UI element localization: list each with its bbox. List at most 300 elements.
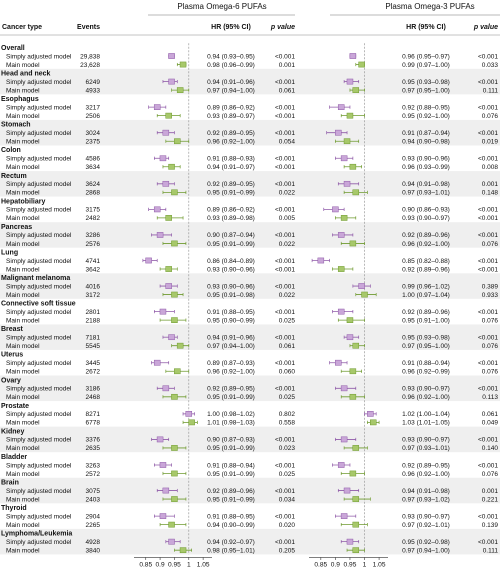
x-tick-label: 1.05 [372,561,386,569]
events-value: 2506 [85,112,100,120]
p-value-text: <0.001 [274,164,295,172]
hr-ci-text: 0.93 (0.89–0.97) [207,112,255,120]
column-header-p-value: p value [270,24,295,31]
p-value-text: 0.049 [481,419,498,427]
p-value-text: 0.061 [481,411,498,419]
events-value: 2265 [85,521,100,529]
p-value-text: 0.076 [481,470,498,478]
group-label: Lung [1,249,19,257]
p-value-text: 0.111 [482,547,498,555]
p-value-text: 0.061 [278,343,295,350]
p-value-text: 0.034 [278,496,295,504]
model-label-main: Main model [6,164,40,172]
hr-ci-text: 0.89 (0.86–0.92) [207,206,255,214]
hr-marker-main [180,62,186,67]
events-value: 3624 [85,181,100,189]
hr-ci-text: 0.95 (0.92–1.00) [402,112,450,120]
hr-ci-text: 0.94 (0.91–0.98) [402,181,450,189]
p-value-text: <0.001 [477,360,498,368]
hr-marker-main [174,139,180,144]
model-label-simple: Simply adjusted model [6,360,72,368]
hr-ci-text: 0.99 (0.97–1.00) [402,61,450,69]
hr-ci-text: 0.92 (0.89–0.95) [207,385,255,393]
model-label-main: Main model [6,215,40,223]
hr-ci-text: 0.98 (0.95–1.01) [207,547,255,555]
p-value-text: <0.001 [477,257,498,265]
p-value-text: <0.001 [274,78,295,86]
hr-marker-main [350,241,356,246]
hr-ci-text: 0.91 (0.88–0.93) [207,155,255,163]
hr-marker-simple [146,258,152,263]
hr-marker-main [169,522,175,527]
p-value-text: 0.022 [278,240,295,248]
p-value-text: <0.001 [274,181,295,189]
p-value-text: 0.019 [481,138,498,146]
model-label-simple: Simply adjusted model [6,487,72,495]
p-value-text: 0.054 [278,138,295,146]
hr-marker-main [347,318,353,323]
events-value: 2403 [85,496,100,504]
hr-ci-text: 0.89 (0.86–0.92) [207,104,255,112]
events-value: 2868 [85,189,100,197]
hr-ci-text: 0.93 (0.90–0.96) [207,266,255,274]
events-value: 4741 [85,257,100,265]
hr-ci-text: 0.97 (0.92–1.01) [402,521,450,529]
p-value-text: <0.001 [274,360,295,368]
hr-marker-main [171,445,177,450]
hr-marker-main [171,496,177,501]
hr-marker-main [341,215,347,220]
hr-marker-simple [318,258,324,263]
hr-marker-simple [347,79,353,84]
hr-marker-main [338,266,344,271]
hr-marker-main [353,496,359,501]
hr-marker-simple [157,437,163,442]
events-value: 5545 [85,343,100,350]
hr-ci-text: 0.92 (0.89–0.96) [402,308,450,316]
x-tick-label: 0.9 [155,561,165,569]
hr-ci-text: 0.93 (0.90–0.97) [402,385,450,393]
group-label: Kidney [1,428,25,436]
events-value: 4586 [85,155,100,163]
p-value-text: <0.001 [477,266,498,274]
x-tick-label: 0.95 [343,561,357,569]
p-value-text: 0.076 [481,112,498,120]
hr-ci-text: 0.95 (0.91–0.99) [207,496,255,504]
hr-marker-simple [332,207,338,212]
events-value: 4928 [85,538,100,546]
p-value-text: <0.001 [274,308,295,316]
events-value: 4933 [85,87,100,95]
hr-marker-main [353,88,359,93]
panel-title: Plasma Omega-3 PUFAs [385,2,475,11]
hr-marker-simple [154,207,160,212]
p-value-text: <0.001 [477,130,498,137]
model-label-main: Main model [6,266,40,274]
hr-marker-simple [338,232,344,237]
hr-marker-simple [166,283,172,288]
hr-ci-text: 0.95 (0.91–0.99) [207,240,255,248]
group-label: Ovary [1,377,21,385]
hr-ci-text: 0.96 (0.93–0.99) [402,164,450,172]
hr-ci-text: 0.97 (0.94–1.00) [207,343,255,350]
p-value-text: 0.076 [481,240,498,248]
p-value-text: <0.001 [477,436,498,444]
p-value-text: 0.025 [278,470,295,478]
events-value: 2572 [85,470,100,478]
hr-ci-text: 0.94 (0.92–0.97) [207,538,255,546]
x-tick-label: 1 [362,561,367,569]
model-label-main: Main model [6,394,40,402]
model-label-main: Main model [6,368,40,376]
hr-marker-simple [163,181,169,186]
hr-marker-main [353,522,359,527]
events-value: 2188 [85,317,100,325]
p-value-text: <0.001 [477,334,498,342]
p-value-text: 0.802 [278,411,295,419]
hr-ci-text: 0.94 (0.91–0.97) [207,164,255,172]
hr-ci-text: 0.97 (0.94–1.00) [207,87,255,95]
hr-marker-main [353,548,359,553]
hr-marker-main [350,471,356,476]
p-value-text: 0.001 [278,61,295,69]
hr-marker-main [362,292,368,297]
p-value-text: 0.113 [482,394,498,402]
hr-ci-text: 0.93 (0.90–0.97) [402,215,450,223]
hr-marker-main [171,241,177,246]
p-value-text: <0.001 [274,155,295,163]
hr-ci-text: 1.02 (1.00–1.04) [402,411,450,419]
group-label: Stomach [1,121,31,129]
hr-marker-simple [344,181,350,186]
model-label-main: Main model [6,445,40,453]
p-value-text: <0.001 [477,232,498,240]
hr-marker-simple [154,105,160,110]
p-value-text: <0.001 [274,53,295,61]
p-value-text: <0.001 [477,53,498,61]
p-value-text: <0.001 [274,104,295,112]
events-value: 4016 [85,283,100,291]
p-value-text: <0.001 [274,130,295,137]
p-value-text: 0.389 [481,283,498,291]
p-value-text: <0.001 [274,385,295,393]
hr-ci-text: 0.94 (0.91–0.98) [402,487,450,495]
hr-ci-text: 0.92 (0.89–0.96) [207,487,255,495]
hr-ci-text: 0.97 (0.93–1.02) [402,496,450,504]
group-label: Hepatobiliary [1,198,46,206]
events-value: 3286 [85,232,100,240]
hr-ci-text: 0.95 (0.93–0.98) [402,334,450,342]
p-value-text: 0.022 [278,291,295,299]
events-value: 3376 [85,436,100,444]
events-value: 29,838 [80,53,100,61]
hr-ci-text: 0.95 (0.91–0.99) [207,470,255,478]
p-value-text: <0.001 [477,206,498,214]
column-header-hr: HR (95% CI) [211,24,251,31]
hr-marker-main [166,266,172,271]
hr-marker-main [169,164,175,169]
hr-marker-simple [338,105,344,110]
model-label-simple: Simply adjusted model [6,78,72,86]
events-value: 2468 [85,394,100,402]
events-value: 3175 [85,206,100,214]
p-value-text: <0.001 [274,257,295,265]
hr-marker-simple [160,514,166,519]
model-label-simple: Simply adjusted model [6,257,72,265]
x-tick-label: 0.85 [314,561,328,569]
group-label: Pancreas [1,223,33,231]
hr-ci-text: 0.91 (0.88–0.95) [207,308,255,316]
hr-marker-main [171,318,177,323]
hr-ci-text: 0.95 (0.91–0.99) [207,189,255,197]
events-value: 2576 [85,240,100,248]
hr-marker-simple [367,411,373,416]
hr-marker-main [171,292,177,297]
p-value-text: <0.001 [477,104,498,112]
hr-marker-simple [169,539,175,544]
model-label-main: Main model [6,138,40,146]
p-value-text: 0.221 [481,496,498,504]
hr-ci-text: 0.92 (0.89–0.96) [402,266,450,274]
hr-ci-text: 0.89 (0.87–0.93) [207,360,255,368]
events-value: 3075 [85,487,100,495]
p-value-text: 0.033 [481,61,498,69]
hr-marker-simple [359,283,365,288]
hr-marker-main [347,113,353,118]
hr-marker-main [174,369,180,374]
events-value: 3024 [85,130,100,137]
hr-ci-text: 0.93 (0.90–0.97) [402,436,450,444]
group-label: Rectum [1,172,27,180]
model-label-main: Main model [6,343,40,350]
hr-marker-simple [341,386,347,391]
p-value-text: 0.060 [278,368,295,376]
hr-marker-simple [338,309,344,314]
group-label: Connective soft tissue [1,300,76,308]
column-header-cancer-type: Cancer type [2,24,43,31]
p-value-text: <0.001 [477,78,498,86]
hr-ci-text: 0.96 (0.92–1.00) [402,394,450,402]
hr-marker-simple [347,335,353,340]
hr-marker-simple [169,53,175,58]
hr-ci-text: 0.92 (0.89–0.95) [207,130,255,137]
hr-ci-text: 0.93 (0.90–0.96) [207,283,255,291]
events-value: 3840 [85,547,100,555]
p-value-text: 0.140 [481,445,498,453]
hr-ci-text: 0.96 (0.92–1.00) [402,240,450,248]
hr-ci-text: 0.86 (0.84–0.89) [207,257,255,265]
hr-marker-main [350,164,356,169]
model-label-main: Main model [6,317,40,325]
events-value: 3263 [85,462,100,470]
p-value-text: 0.148 [481,189,498,197]
group-label: Overall [1,45,25,52]
hr-marker-main [166,215,172,220]
events-value: 7181 [85,334,100,342]
model-label-main: Main model [6,470,40,478]
hr-ci-text: 0.91 (0.88–0.94) [402,360,450,368]
hr-marker-main [344,139,350,144]
hr-ci-text: 0.92 (0.89–0.96) [402,232,450,240]
hr-marker-simple [163,386,169,391]
column-header-events: Events [77,24,100,31]
p-value-text: <0.001 [274,462,295,470]
model-label-simple: Simply adjusted model [6,334,72,342]
hr-ci-text: 0.99 (0.96–1.02) [402,283,450,291]
model-label-simple: Simply adjusted model [6,462,72,470]
group-label: Breast [1,326,23,334]
events-value: 6249 [85,78,100,86]
p-value-text: <0.001 [274,538,295,546]
p-value-text: <0.001 [274,266,295,274]
events-value: 2635 [85,445,100,453]
hr-ci-text: 0.92 (0.88–0.95) [402,104,450,112]
p-value-text: 0.020 [278,521,295,529]
p-value-text: <0.001 [477,513,498,521]
group-label: Thyroid [1,505,27,513]
model-label-simple: Simply adjusted model [6,130,72,137]
events-value: 6778 [85,419,100,427]
hr-ci-text: 0.94 (0.91–0.96) [207,78,255,86]
model-label-simple: Simply adjusted model [6,385,72,393]
group-label: Esophagus [1,96,39,104]
hr-ci-text: 0.95 (0.91–0.98) [207,291,255,299]
p-value-text: 0.008 [481,164,498,172]
model-label-simple: Simply adjusted model [6,436,72,444]
model-label-simple: Simply adjusted model [6,53,72,61]
hr-ci-text: 1.01 (0.98–1.03) [207,419,255,427]
hr-marker-main [177,88,183,93]
p-value-text: <0.001 [477,538,498,546]
group-label: Bladder [1,453,28,461]
p-value-text: <0.001 [477,462,498,470]
model-label-main: Main model [6,521,40,529]
panel-title: Plasma Omega-6 PUFAs [177,2,267,11]
x-tick-label: 1 [186,561,191,569]
hr-ci-text: 0.94 (0.90–0.98) [402,138,450,146]
hr-marker-main [353,190,359,195]
p-value-text: 0.001 [481,487,498,495]
p-value-text: <0.001 [274,206,295,214]
hr-ci-text: 0.96 (0.92–1.00) [402,470,450,478]
hr-marker-simple [160,462,166,467]
hr-ci-text: 0.98 (0.96–0.99) [207,61,255,69]
x-tick-label: 1.05 [196,561,210,569]
p-value-text: 0.139 [481,521,498,529]
hr-marker-main [359,62,365,67]
hr-ci-text: 0.94 (0.90–0.99) [207,521,255,529]
model-label-simple: Simply adjusted model [6,283,72,291]
x-tick-label: 0.9 [330,561,340,569]
hr-ci-text: 0.96 (0.92–0.99) [402,368,450,376]
hr-marker-simple [350,53,356,58]
hr-ci-text: 0.91 (0.87–0.94) [402,130,450,137]
hr-ci-text: 0.92 (0.89–0.95) [402,462,450,470]
hr-marker-main [189,420,195,425]
hr-ci-text: 0.93 (0.90–0.96) [402,155,450,163]
model-label-main: Main model [6,240,40,248]
events-value: 8271 [85,411,100,419]
hr-marker-simple [344,488,350,493]
p-value-text: <0.001 [477,385,498,393]
hr-marker-simple [338,462,344,467]
hr-ci-text: 0.97 (0.95–1.00) [402,87,450,95]
model-label-simple: Simply adjusted model [6,411,72,419]
hr-marker-main [350,394,356,399]
column-header-hr: HR (95% CI) [406,24,446,31]
model-label-main: Main model [6,291,40,299]
x-tick-label: 0.95 [168,561,181,569]
events-value: 2672 [85,368,100,376]
p-value-text: <0.001 [477,155,498,163]
x-tick-label: 0.85 [139,561,153,569]
hr-ci-text: 1.00 (0.97–1.04) [402,291,450,299]
hr-marker-simple [163,488,169,493]
hr-ci-text: 0.93 (0.89–0.98) [207,215,255,223]
model-label-simple: Simply adjusted model [6,181,72,189]
group-label: Brain [1,479,19,487]
hr-marker-simple [341,514,347,519]
p-value-text: 0.005 [278,215,295,223]
hr-marker-simple [169,335,175,340]
hr-marker-main [166,113,172,118]
hr-marker-main [353,445,359,450]
p-value-text: 0.933 [481,291,498,299]
model-label-simple: Simply adjusted model [6,513,72,521]
hr-marker-main [353,343,359,348]
model-label-simple: Simply adjusted model [6,206,72,214]
model-label-simple: Simply adjusted model [6,232,72,240]
group-label: Colon [1,147,21,155]
hr-marker-simple [160,309,166,314]
model-label-simple: Simply adjusted model [6,538,72,546]
model-label-main: Main model [6,496,40,504]
hr-marker-simple [335,130,341,135]
hr-ci-text: 0.95 (0.91–1.00) [402,317,450,325]
p-value-text: <0.001 [274,334,295,342]
hr-marker-main [171,394,177,399]
hr-marker-main [177,343,183,348]
hr-ci-text: 0.96 (0.92–1.00) [207,138,255,146]
hr-ci-text: 0.95 (0.90–0.99) [207,317,255,325]
events-value: 23,628 [80,61,100,69]
hr-marker-simple [160,156,166,161]
hr-ci-text: 0.95 (0.91–0.99) [207,445,255,453]
model-label-main: Main model [6,87,40,95]
group-label: Head and neck [1,70,51,78]
hr-ci-text: 1.03 (1.01–1.05) [402,419,450,427]
events-value: 3445 [85,360,100,368]
p-value-text: <0.001 [274,232,295,240]
model-label-simple: Simply adjusted model [6,308,72,316]
p-value-text: 0.076 [481,317,498,325]
hr-marker-main [370,420,376,425]
model-label-simple: Simply adjusted model [6,155,72,163]
hr-ci-text: 1.00 (0.98–1.02) [207,411,255,419]
hr-ci-text: 0.95 (0.91–0.99) [207,394,255,402]
p-value-text: 0.076 [481,343,498,350]
events-value: 2375 [85,138,100,146]
model-label-main: Main model [6,419,40,427]
p-value-text: 0.558 [278,419,295,427]
model-label-main: Main model [6,61,40,69]
hr-ci-text: 0.90 (0.87–0.94) [207,232,255,240]
p-value-text: <0.001 [274,487,295,495]
hr-marker-simple [341,437,347,442]
p-value-text: 0.022 [278,189,295,197]
p-value-text: 0.025 [278,317,295,325]
hr-ci-text: 0.93 (0.90–0.97) [402,513,450,521]
